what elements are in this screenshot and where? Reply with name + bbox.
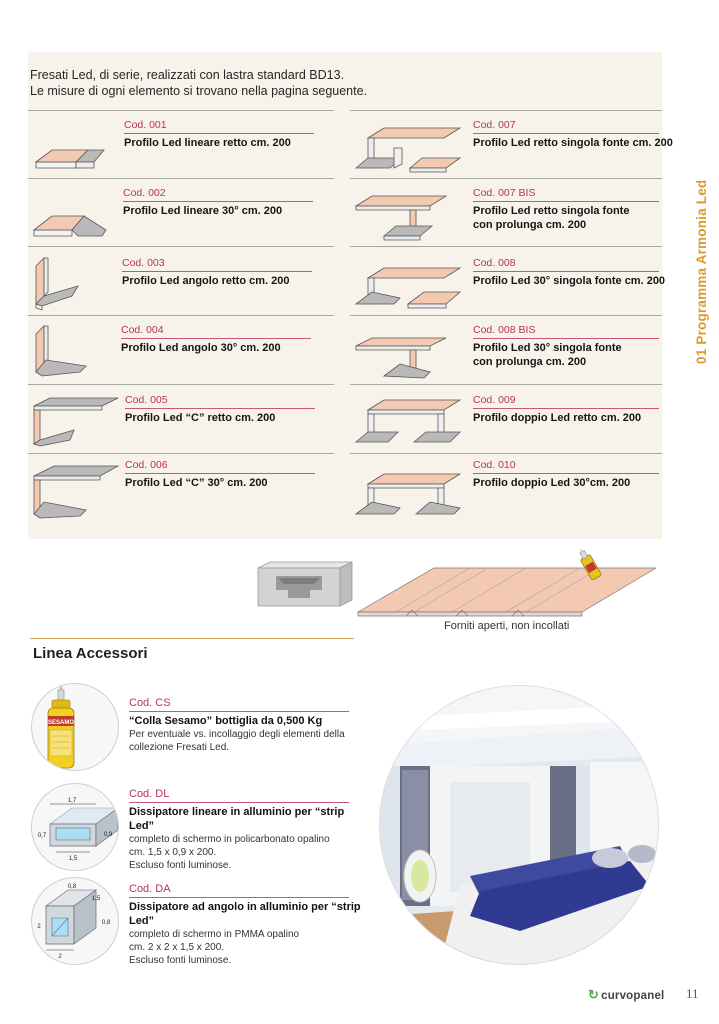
profile-001-image [32,136,108,170]
code-underline [473,271,659,272]
product-code: Cod. 010 [473,459,516,471]
dl-dim-bottom: 1,5 [68,856,78,862]
assembled-profile-image [256,560,356,614]
accessory-name: “Colla Sesamo” bottiglia da 0,500 Kg [129,715,323,727]
code-underline [124,133,314,134]
code-underline [473,473,659,474]
divider [28,453,334,454]
product-name: Profilo Led 30° singola fonte cm. 200 [473,275,666,287]
dl-dim-right: 0,9 [103,832,113,838]
profile-007-bis-image [354,192,464,244]
glue-bottle-icon [574,546,604,584]
profile-005-image [30,396,122,450]
accessory-name: Dissipatore ad angolo in alluminio per “strip Led” [129,901,361,927]
product-name: Profilo Led “C” retto cm. 200 [125,412,276,424]
accessory-desc-line: completo di schermo in PMMA opalino [129,929,300,940]
product-code: Cod. 007 BIS [473,187,536,199]
brand-logo [588,987,664,1003]
da-dissipator-drawing [31,877,119,965]
accessory-desc-line: Per eventuale vs. incollaggio degli elementi della [129,729,345,740]
intro-text [30,67,450,99]
product-name: Profilo doppio Led 30°cm. 200 [473,477,631,489]
code-underline [473,201,659,202]
product-008-bis [473,324,673,369]
product-code: Cod. 008 BIS [473,324,536,336]
flat-profile-sheet-image [356,566,656,618]
code-underline [129,802,349,803]
divider [350,246,662,247]
page-number: 11 [686,986,699,1001]
product-code: Cod. 004 [121,324,164,336]
product-007-bis [473,187,673,232]
code-underline [125,408,315,409]
accessories-title: Linea Accessori [33,645,148,662]
da-dim-d: 2 [37,924,41,930]
da-dim-a: 0,8 [67,884,77,890]
product-code: Cod. 009 [473,394,516,406]
product-code: Cod. 007 [473,119,516,131]
product-008 [473,257,673,288]
profile-004-image [32,324,92,380]
product-010 [473,459,673,490]
code-underline [125,473,315,474]
product-001 [124,119,324,150]
bedroom-photo [380,686,658,964]
accessory-desc-line: Escluso fonti luminose. [129,860,232,871]
divider [350,178,662,179]
product-name: Profilo Led “C” 30° cm. 200 [125,477,268,489]
dl-dim-top: 1,7 [67,798,77,804]
logo-mark-icon: ↻ [588,987,600,1002]
brand-name: curvopanel [601,990,665,1002]
profile-008-image [354,264,464,310]
divider [28,246,334,247]
profile-003-image [32,256,82,312]
product-004 [121,324,321,355]
product-code: Cod. 006 [125,459,168,471]
product-002 [123,187,323,218]
dl-dim-left: 0,7 [37,833,47,839]
product-name: Profilo doppio Led retto cm. 200 [473,412,642,424]
accessory-cs [129,697,369,754]
code-underline [129,897,349,898]
code-underline [473,338,659,339]
product-name-line-2: con prolunga cm. 200 [473,219,587,231]
product-007 [473,119,673,150]
product-009 [473,394,673,425]
product-code: Cod. 002 [123,187,166,199]
product-006 [125,459,325,490]
code-underline [122,271,312,272]
section-side-title: 01 Programma Armonia Led [694,179,709,364]
profile-007-image [354,124,464,174]
da-dim-e: 2 [58,954,62,960]
glue-bottle-photo [31,683,119,771]
divider [350,384,662,385]
accessory-dl [129,788,369,872]
code-underline [121,338,311,339]
product-name: Profilo Led angolo retto cm. 200 [122,275,290,287]
profile-009-image [354,398,464,448]
divider [350,110,662,111]
da-dim-b: 1,5 [91,896,101,902]
product-name: Profilo Led retto singola fonte cm. 200 [473,137,673,149]
profile-010-image [354,472,464,518]
product-005 [125,394,325,425]
code-underline [129,711,349,712]
supply-caption: Forniti aperti, non incollati [444,620,570,632]
accessory-da [129,883,369,967]
divider [28,315,334,316]
product-003 [122,257,322,288]
product-name: Profilo Led lineare retto cm. 200 [124,137,291,149]
accessory-desc-line: completo di schermo in policarbonato opalino [129,834,330,845]
code-underline [473,408,659,409]
accessory-desc-line: Escluso fonti luminose. [129,955,232,966]
product-name-line-2: con prolunga cm. 200 [473,356,587,368]
accessory-code: Cod. CS [129,697,171,709]
intro-line-2: Le misure di ogni elemento si trovano nella pagina seguente. [30,84,368,98]
code-underline [123,201,313,202]
product-code: Cod. 003 [122,257,165,269]
accessory-desc-line: cm. 2 x 2 x 1,5 x 200. [129,942,225,953]
dl-dissipator-drawing [31,783,119,871]
divider [28,384,334,385]
accessories-rule [30,638,354,639]
accessory-desc-line: cm. 1,5 x 0,9 x 200. [129,847,217,858]
divider [28,178,334,179]
glue-label-text: SESAMO [47,720,75,726]
divider [350,315,662,316]
profile-002-image [32,202,108,238]
product-code: Cod. 001 [124,119,167,131]
product-name: Profilo Led lineare 30° cm. 200 [123,205,283,217]
profile-008-bis-image [354,334,464,382]
accessory-code: Cod. DA [129,883,171,895]
divider [350,453,662,454]
intro-line-1: Fresati Led, di serie, realizzati con lastra standard BD13. [30,68,345,82]
accessory-name: Dissipatore lineare in alluminio per “strip Led” [129,806,345,832]
accessory-desc-line: collezione Fresati Led. [129,742,230,753]
product-code: Cod. 005 [125,394,168,406]
product-name: Profilo Led retto singola fonte [473,205,630,217]
divider [28,110,334,111]
product-name: Profilo Led 30° singola fonte [473,342,622,354]
accessory-code: Cod. DL [129,788,170,800]
da-dim-c: 0,8 [101,920,111,926]
profile-006-image [30,464,122,520]
product-code: Cod. 008 [473,257,516,269]
product-name: Profilo Led angolo 30° cm. 200 [121,342,281,354]
code-underline [473,133,659,134]
